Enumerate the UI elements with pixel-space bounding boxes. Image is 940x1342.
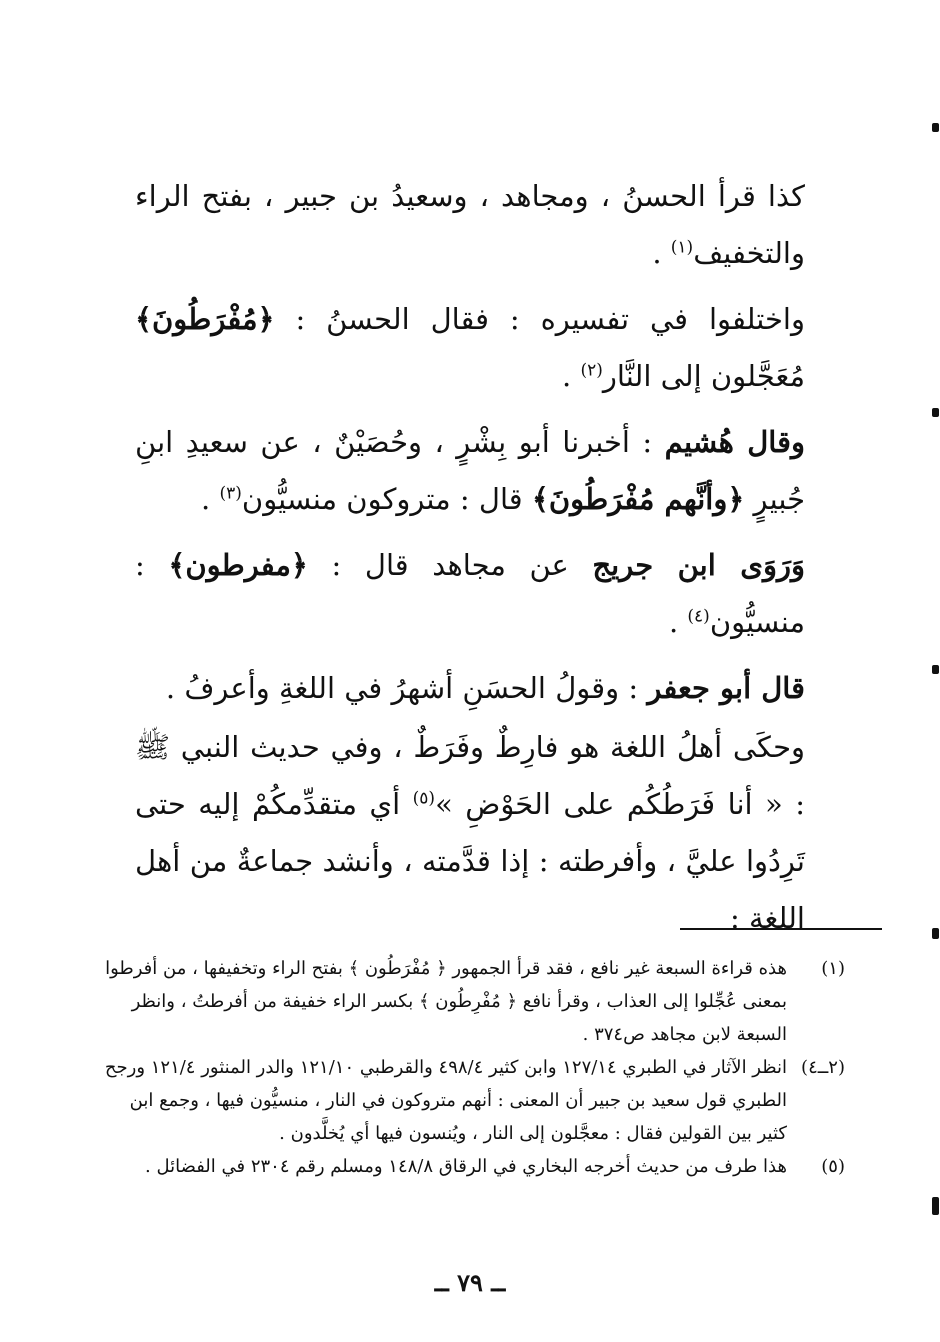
footnote-ref: (٥)	[412, 788, 436, 809]
text-run: أي متقدِّمكُمْ إليه حتى تَرِدُوا عليَّ ، وأفرطته : إذا قدَّمته ، وأنشد جماعةٌ من أهل اللغة :	[135, 787, 805, 935]
text-run: .	[562, 359, 581, 393]
paragraph	[135, 719, 805, 947]
footnote-text: هذا طرف من حديث أخرجه البخاري في الرقاق ١٤٨/٨ ومسلم رقم ٢٣٠٤ في الفضائل .	[145, 1156, 787, 1177]
text-run: واختلفوا في تفسيره : فقال الحسنُ :	[274, 302, 805, 336]
paragraph	[135, 414, 805, 528]
footnote-ref: (١)	[670, 237, 694, 258]
bold-text: وقال هُشيم	[664, 425, 805, 459]
edge-mark	[932, 408, 939, 417]
main-text	[135, 168, 805, 947]
bold-text: ﴿مفرطون﴾	[168, 548, 308, 582]
footnote	[100, 1051, 845, 1150]
footnote-number: (٥)	[821, 1156, 845, 1177]
bold-text: قال أبو جعفر	[647, 671, 805, 705]
footnote	[100, 1150, 845, 1183]
text-run: .	[668, 605, 688, 639]
text-run: : منسيُّون	[135, 548, 805, 639]
footnote-separator	[680, 928, 882, 930]
text-run: : وقولُ الحسَنِ أشهرُ في اللغةِ وأعرفُ .	[165, 671, 648, 705]
footnote-text: انظر الآثار في الطبري ١٢٧/١٤ وابن كثير ٤٩٨/٤ والقرطبي ١٢١/١٠ والدر المنثور ١٢١/٤ ورجح الطبري قول سعيد بن جبير أن المعنى : أنهم متروكون في النار ، منسيُّون فيها ، وجمع ابن كثير بين القولين فقال : معجَّلون إلى النار ، ويُنسون فيها أي يُخلَّدون .	[104, 1057, 787, 1144]
text-run: عن مجاهد قال :	[307, 548, 593, 582]
footnote-ref: (٤)	[687, 606, 710, 627]
paragraph	[135, 168, 805, 282]
bold-text: ﴿مُفْرَطُونَ﴾	[135, 302, 275, 336]
text-run: مُعَجَّلون إلى النَّار	[602, 359, 805, 393]
page-number: ــ ٧٩ ــ	[434, 1268, 506, 1297]
footnote	[100, 952, 845, 1051]
paragraph	[135, 537, 805, 651]
footnote-number: (١)	[821, 958, 845, 979]
paragraph	[135, 291, 805, 405]
footnote-ref: (٢)	[580, 360, 603, 381]
text-run: وحكَى أهلُ اللغة هو فارِطٌ وفَرَطٌ ، وفي حديث النبي ﷺ : « أنا فَرَطُكُم على الحَوْضِ »	[135, 730, 805, 821]
text-run: .	[652, 236, 671, 270]
bold-text: وَرَوَى ابن جريج	[592, 548, 805, 582]
footnote-ref: (٣)	[219, 483, 242, 504]
paragraph	[135, 660, 805, 717]
text-run: .	[201, 482, 220, 516]
edge-mark	[932, 1197, 939, 1215]
edge-mark	[932, 123, 939, 132]
footnotes	[100, 952, 845, 1183]
text-run: كذا قرأ الحسنُ ، ومجاهد ، وسعيدُ بن جبير ، بفتح الراء والتخفيف	[135, 179, 805, 270]
edge-mark	[932, 928, 939, 939]
text-run: قال : متروكون منسيُّون	[241, 482, 532, 516]
footnote-number: (٢ــ٤)	[801, 1057, 845, 1078]
edge-mark	[932, 665, 939, 674]
bold-text: ﴿وأنَّهم مُفْرَطُونَ﴾	[531, 482, 745, 516]
footnote-text: هذه قراءة السبعة غير نافع ، فقد قرأ الجمهور ﴿ مُفْرَطُون ﴾ بفتح الراء وتخفيفها ، من أفرطوا بمعنى عُجِّلوا إلى العذاب ، وقرأ نافع ﴿ مُفْرِطُون ﴾ بكسر الراء خفيفة من أفرطتُ ، وانظر السبعة لابن مجاهد ص٣٧٤ .	[105, 958, 787, 1045]
text-run: : أخبرنا أبو بِشْرٍ ، وحُصَيْنٌ ، عن سعيدِ ابنِ جُبيرٍ	[135, 425, 805, 516]
